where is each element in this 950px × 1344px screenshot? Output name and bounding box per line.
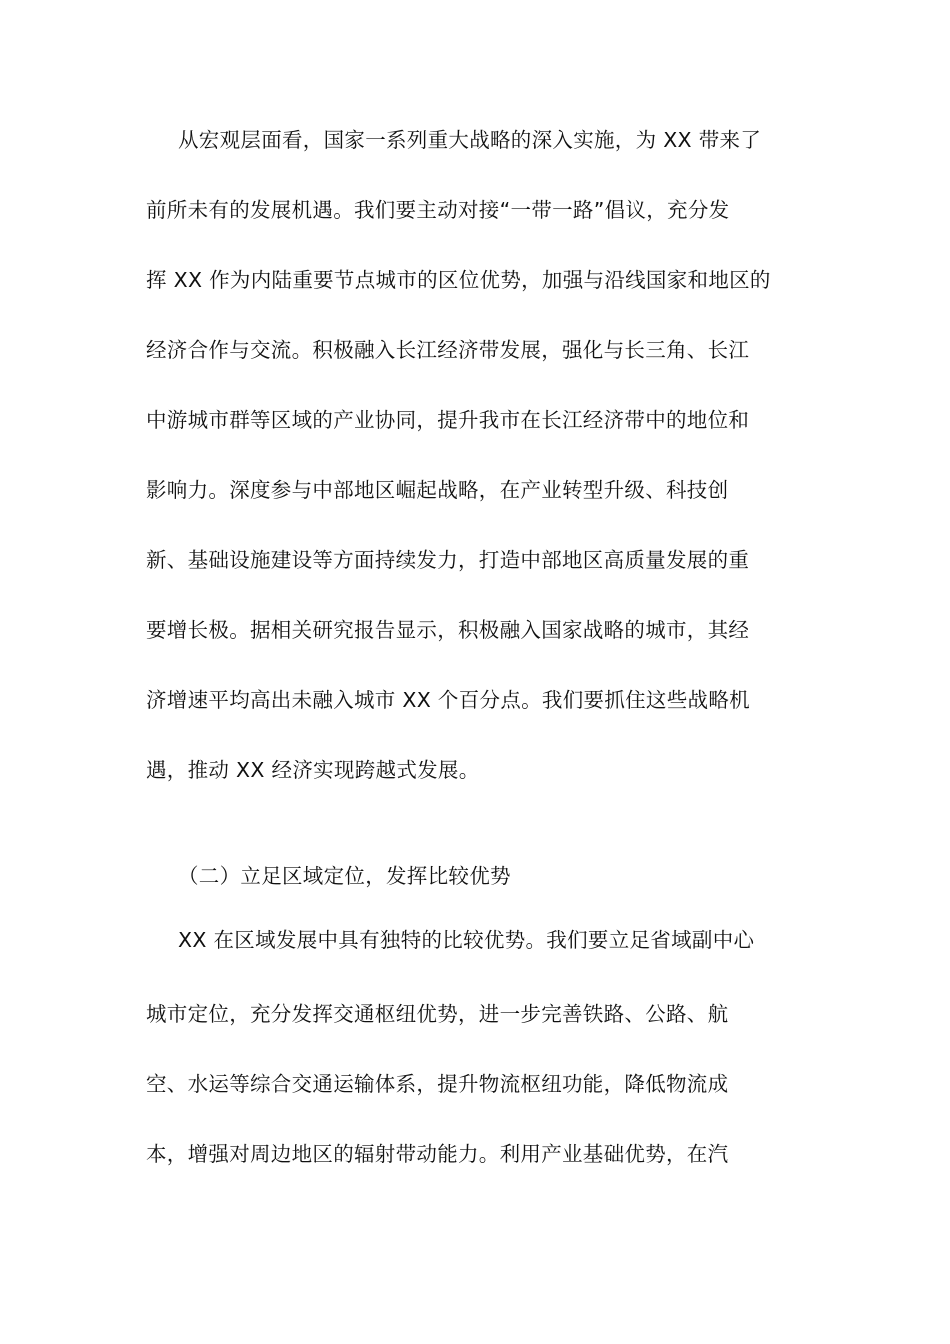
paragraph-line: 前所未有的发展机遇。我们要主动对接“一带一路”倡议，充分发 bbox=[146, 198, 730, 222]
paragraph-line: 从宏观层面看，国家一系列重大战略的深入实施，为 XX 带来了 bbox=[178, 128, 762, 152]
paragraph-line: 中游城市群等区域的产业协同，提升我市在长江经济带中的地位和 bbox=[146, 408, 750, 432]
paragraph-line: XX 在区域发展中具有独特的比较优势。我们要立足省域副中心 bbox=[178, 928, 755, 952]
paragraph-line: 要增长极。据相关研究报告显示，积极融入国家战略的城市，其经 bbox=[146, 618, 750, 642]
paragraph-line: 济增速平均高出未融入城市 XX 个百分点。我们要抓住这些战略机 bbox=[146, 688, 750, 712]
paragraph-line: 本，增强对周边地区的辐射带动能力。利用产业基础优势，在汽 bbox=[146, 1142, 729, 1166]
paragraph-line: 遇，推动 XX 经济实现跨越式发展。 bbox=[146, 758, 480, 782]
paragraph-line: 影响力。深度参与中部地区崛起战略，在产业转型升级、科技创 bbox=[146, 478, 729, 502]
paragraph-line: 经济合作与交流。积极融入长江经济带发展，强化与长三角、长江 bbox=[146, 338, 750, 362]
paragraph-line: 城市定位，充分发挥交通枢纽优势，进一步完善铁路、公路、航 bbox=[146, 1002, 729, 1026]
section-heading: （二）立足区域定位，发挥比较优势 bbox=[178, 864, 511, 888]
paragraph-line: 挥 XX 作为内陆重要节点城市的区位优势，加强与沿线国家和地区的 bbox=[146, 268, 771, 292]
paragraph-line: 空、水运等综合交通运输体系，提升物流枢纽功能，降低物流成 bbox=[146, 1072, 729, 1096]
paragraph-line: 新、基础设施建设等方面持续发力，打造中部地区高质量发展的重 bbox=[146, 548, 750, 572]
